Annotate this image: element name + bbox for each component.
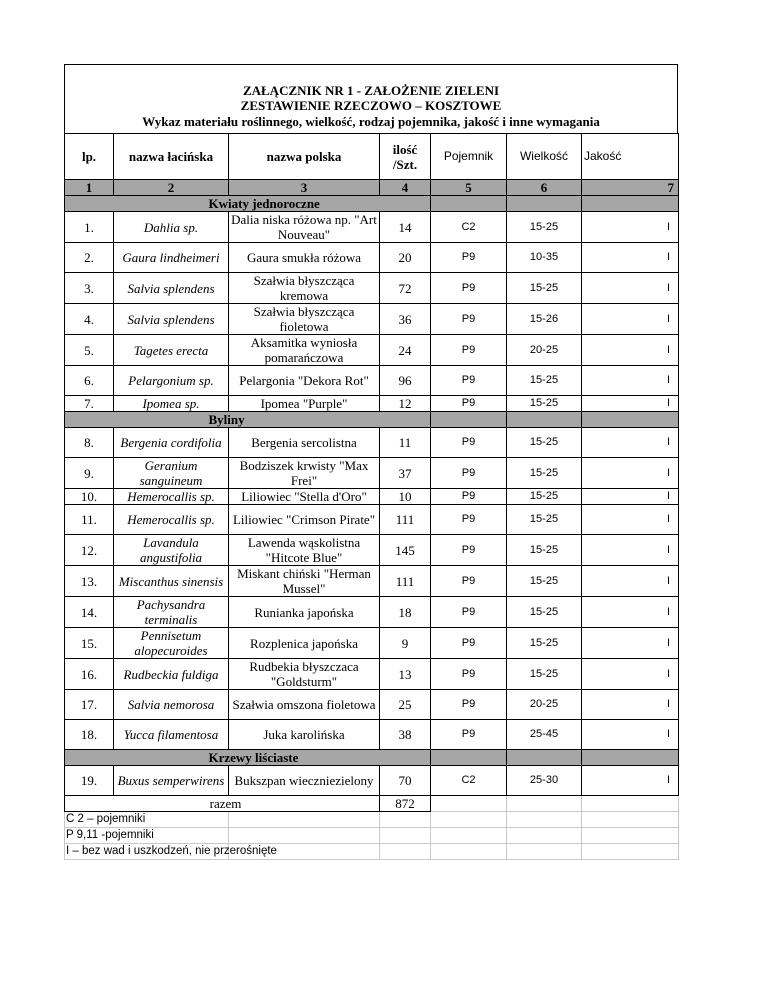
row-polish-name: Szałwia błyszcząca kremowa (229, 273, 380, 304)
row-size: 15-25 (507, 366, 582, 396)
row-lp: 9. (65, 458, 114, 489)
row-size: 15-25 (507, 396, 582, 412)
row-quantity: 111 (380, 505, 431, 535)
note-row (65, 812, 679, 828)
empty-cell (582, 812, 679, 828)
section-cell (582, 750, 679, 766)
row-lp: 2. (65, 243, 114, 273)
row-container: C2 (431, 766, 507, 796)
row-container: P9 (431, 535, 507, 566)
row-quality: I (582, 489, 679, 505)
empty-cell (507, 812, 582, 828)
row-polish-name: Szałwia błyszcząca fioletowa (229, 304, 380, 335)
empty-cell (507, 796, 582, 812)
row-container: P9 (431, 505, 507, 535)
row-polish-name: Pelargonia "Dekora Rot" (229, 366, 380, 396)
plant-table-body (65, 134, 679, 860)
empty-cell (380, 812, 431, 828)
row-size: 10-35 (507, 243, 582, 273)
empty-cell (507, 844, 582, 860)
row-latin-name: Ipomea sp. (114, 396, 229, 412)
table-row (65, 243, 679, 273)
note-row (65, 844, 679, 860)
empty-cell (431, 828, 507, 844)
row-quantity: 24 (380, 335, 431, 366)
empty-cell (431, 844, 507, 860)
row-lp: 7. (65, 396, 114, 412)
row-latin-name: Rudbeckia fuldiga (114, 659, 229, 690)
row-size: 15-25 (507, 535, 582, 566)
row-quantity: 18 (380, 597, 431, 628)
section-cell (65, 196, 114, 212)
col-header-lp: lp. (65, 134, 114, 180)
table-row (65, 720, 679, 750)
row-quantity: 20 (380, 243, 431, 273)
table-row (65, 366, 679, 396)
row-container: P9 (431, 690, 507, 720)
empty-cell (380, 828, 431, 844)
row-quantity: 72 (380, 273, 431, 304)
row-size: 15-25 (507, 489, 582, 505)
table-row (65, 396, 679, 412)
note-row (65, 828, 679, 844)
row-container: P9 (431, 335, 507, 366)
section-row (65, 750, 679, 766)
col-header-qty: ilość /Szt. (380, 134, 431, 180)
row-size: 25-30 (507, 766, 582, 796)
note-text: P 9,11 -pojemniki (65, 828, 229, 844)
header-description: Wykaz materiału roślinnego, wielkość, rodzaj pojemnika, jakość i inne wymagania (142, 113, 600, 129)
row-lp: 18. (65, 720, 114, 750)
row-container: P9 (431, 720, 507, 750)
row-polish-name: Lawenda wąskolistna "Hitcote Blue" (229, 535, 380, 566)
row-size: 15-25 (507, 458, 582, 489)
row-polish-name: Juka karolińska (229, 720, 380, 750)
row-polish-name: Rozplenica japońska (229, 628, 380, 659)
col-number: 3 (229, 180, 380, 196)
row-quantity: 13 (380, 659, 431, 690)
row-quality: I (582, 243, 679, 273)
row-quality: I (582, 458, 679, 489)
row-latin-name: Hemerocallis sp. (114, 489, 229, 505)
row-container: P9 (431, 428, 507, 458)
column-number-row (65, 180, 679, 196)
section-cell (507, 412, 582, 428)
row-quantity: 37 (380, 458, 431, 489)
section-cell (65, 750, 114, 766)
row-latin-name: Dahlia sp. (114, 212, 229, 243)
row-polish-name: Bukszpan wieczniezielony (229, 766, 380, 796)
col-number: 4 (380, 180, 431, 196)
row-quality: I (582, 304, 679, 335)
empty-cell (582, 796, 679, 812)
row-lp: 14. (65, 597, 114, 628)
row-container: P9 (431, 628, 507, 659)
row-lp: 10. (65, 489, 114, 505)
empty-cell (431, 796, 507, 812)
row-container: P9 (431, 273, 507, 304)
row-quantity: 10 (380, 489, 431, 505)
table-row (65, 535, 679, 566)
section-cell (507, 750, 582, 766)
row-container: P9 (431, 597, 507, 628)
row-quantity: 12 (380, 396, 431, 412)
row-quality: I (582, 659, 679, 690)
column-header-row (65, 134, 679, 180)
row-container: P9 (431, 396, 507, 412)
col-number: 7 (582, 180, 679, 196)
document-sheet (64, 64, 678, 860)
row-polish-name: Runianka japońska (229, 597, 380, 628)
row-container: P9 (431, 243, 507, 273)
row-quality: I (582, 396, 679, 412)
table-row (65, 566, 679, 597)
section-row (65, 196, 679, 212)
row-quality: I (582, 690, 679, 720)
row-quality: I (582, 366, 679, 396)
row-size: 15-25 (507, 597, 582, 628)
row-lp: 19. (65, 766, 114, 796)
row-polish-name: Gaura smukła różowa (229, 243, 380, 273)
table-row (65, 273, 679, 304)
note-text: C 2 – pojemniki (65, 812, 229, 828)
row-latin-name: Tagetes erecta (114, 335, 229, 366)
col-header-latin: nazwa łacińska (114, 134, 229, 180)
row-lp: 5. (65, 335, 114, 366)
row-container: P9 (431, 304, 507, 335)
empty-cell (229, 812, 380, 828)
row-quantity: 9 (380, 628, 431, 659)
row-latin-name: Miscanthus sinensis (114, 566, 229, 597)
table-row (65, 304, 679, 335)
row-latin-name: Hemerocallis sp. (114, 505, 229, 535)
row-quantity: 36 (380, 304, 431, 335)
row-polish-name: Bodziszek krwisty "Max Frei" (229, 458, 380, 489)
empty-cell (229, 828, 380, 844)
row-latin-name: Lavandula angustifolia (114, 535, 229, 566)
row-lp: 4. (65, 304, 114, 335)
empty-cell (507, 828, 582, 844)
row-polish-name: Aksamitka wyniosła pomarańczowa (229, 335, 380, 366)
row-container: P9 (431, 566, 507, 597)
row-quality: I (582, 535, 679, 566)
row-container: P9 (431, 659, 507, 690)
row-latin-name: Pelargonium sp. (114, 366, 229, 396)
row-size: 15-25 (507, 428, 582, 458)
row-lp: 1. (65, 212, 114, 243)
table-row (65, 766, 679, 796)
row-quality: I (582, 720, 679, 750)
row-size: 15-25 (507, 628, 582, 659)
row-latin-name: Bergenia cordifolia (114, 428, 229, 458)
row-quality: I (582, 505, 679, 535)
empty-cell (582, 844, 679, 860)
row-quality: I (582, 766, 679, 796)
table-row (65, 597, 679, 628)
row-quantity: 70 (380, 766, 431, 796)
row-latin-name: Yucca filamentosa (114, 720, 229, 750)
section-cell (582, 196, 679, 212)
row-polish-name: Dalia niska różowa np. "Art Nouveau" (229, 212, 380, 243)
document-header (64, 64, 678, 133)
row-quantity: 11 (380, 428, 431, 458)
table-row (65, 335, 679, 366)
empty-cell (431, 812, 507, 828)
row-size: 15-25 (507, 659, 582, 690)
row-lp: 11. (65, 505, 114, 535)
table-row (65, 212, 679, 243)
row-latin-name: Pennisetum alopecuroides (114, 628, 229, 659)
note-text: I – bez wad i uszkodzeń, nie przerośnięte (65, 844, 229, 860)
section-row (65, 412, 679, 428)
row-quantity: 38 (380, 720, 431, 750)
row-latin-name: Geranium sanguineum (114, 458, 229, 489)
section-title: Krzewy liściaste (114, 750, 431, 766)
section-title: Byliny (114, 412, 431, 428)
row-quantity: 145 (380, 535, 431, 566)
row-polish-name: Szałwia omszona fioletowa (229, 690, 380, 720)
row-lp: 17. (65, 690, 114, 720)
row-polish-name: Rudbekia błyszczaca "Goldsturm" (229, 659, 380, 690)
col-header-container: Pojemnik (431, 134, 507, 180)
total-row (65, 796, 679, 812)
row-latin-name: Gaura lindheimeri (114, 243, 229, 273)
col-number: 2 (114, 180, 229, 196)
row-quality: I (582, 428, 679, 458)
section-cell (65, 412, 114, 428)
row-quality: I (582, 273, 679, 304)
section-cell (582, 412, 679, 428)
section-cell (431, 750, 507, 766)
row-container: P9 (431, 366, 507, 396)
total-label: razem (65, 796, 380, 812)
row-quality: I (582, 597, 679, 628)
row-size: 20-25 (507, 690, 582, 720)
row-latin-name: Pachysandra terminalis (114, 597, 229, 628)
table-row (65, 458, 679, 489)
col-number: 1 (65, 180, 114, 196)
row-lp: 3. (65, 273, 114, 304)
row-size: 15-25 (507, 273, 582, 304)
table-row (65, 489, 679, 505)
row-size: 15-26 (507, 304, 582, 335)
table-row (65, 659, 679, 690)
row-quality: I (582, 566, 679, 597)
section-cell (431, 196, 507, 212)
row-size: 15-25 (507, 566, 582, 597)
row-lp: 16. (65, 659, 114, 690)
row-quantity: 25 (380, 690, 431, 720)
empty-cell (380, 844, 431, 860)
col-number: 6 (507, 180, 582, 196)
table-row (65, 690, 679, 720)
row-latin-name: Salvia nemorosa (114, 690, 229, 720)
row-lp: 8. (65, 428, 114, 458)
section-cell (431, 412, 507, 428)
row-size: 15-25 (507, 212, 582, 243)
row-polish-name: Miskant chiński "Herman Mussel" (229, 566, 380, 597)
row-container: P9 (431, 458, 507, 489)
row-quantity: 96 (380, 366, 431, 396)
row-quantity: 14 (380, 212, 431, 243)
table-row (65, 505, 679, 535)
total-value: 872 (380, 796, 431, 812)
col-header-quality: Jakość (582, 134, 679, 180)
row-quality: I (582, 628, 679, 659)
table-row (65, 428, 679, 458)
row-lp: 13. (65, 566, 114, 597)
row-size: 25-45 (507, 720, 582, 750)
row-quality: I (582, 212, 679, 243)
col-header-size: Wielkość (507, 134, 582, 180)
row-latin-name: Salvia splendens (114, 273, 229, 304)
row-size: 15-25 (507, 505, 582, 535)
row-latin-name: Salvia splendens (114, 304, 229, 335)
row-latin-name: Buxus semperwirens (114, 766, 229, 796)
row-size: 20-25 (507, 335, 582, 366)
table-row (65, 628, 679, 659)
col-number: 5 (431, 180, 507, 196)
row-polish-name: Bergenia sercolistna (229, 428, 380, 458)
header-title: ZAŁĄCZNIK NR 1 - ZAŁOŻENIE ZIELENI (242, 82, 500, 98)
row-polish-name: Ipomea "Purple" (229, 396, 380, 412)
row-lp: 15. (65, 628, 114, 659)
row-polish-name: Liliowiec "Stella d'Oro" (229, 489, 380, 505)
row-quantity: 111 (380, 566, 431, 597)
row-container: C2 (431, 212, 507, 243)
plant-table (64, 133, 679, 860)
row-quality: I (582, 335, 679, 366)
row-lp: 12. (65, 535, 114, 566)
empty-cell (582, 828, 679, 844)
col-header-polish: nazwa polska (229, 134, 380, 180)
row-lp: 6. (65, 366, 114, 396)
header-subtitle: ZESTAWIENIE RZECZOWO – KOSZTOWE (240, 98, 502, 113)
section-cell (507, 196, 582, 212)
row-polish-name: Liliowiec "Crimson Pirate" (229, 505, 380, 535)
section-title: Kwiaty jednoroczne (114, 196, 431, 212)
row-container: P9 (431, 489, 507, 505)
